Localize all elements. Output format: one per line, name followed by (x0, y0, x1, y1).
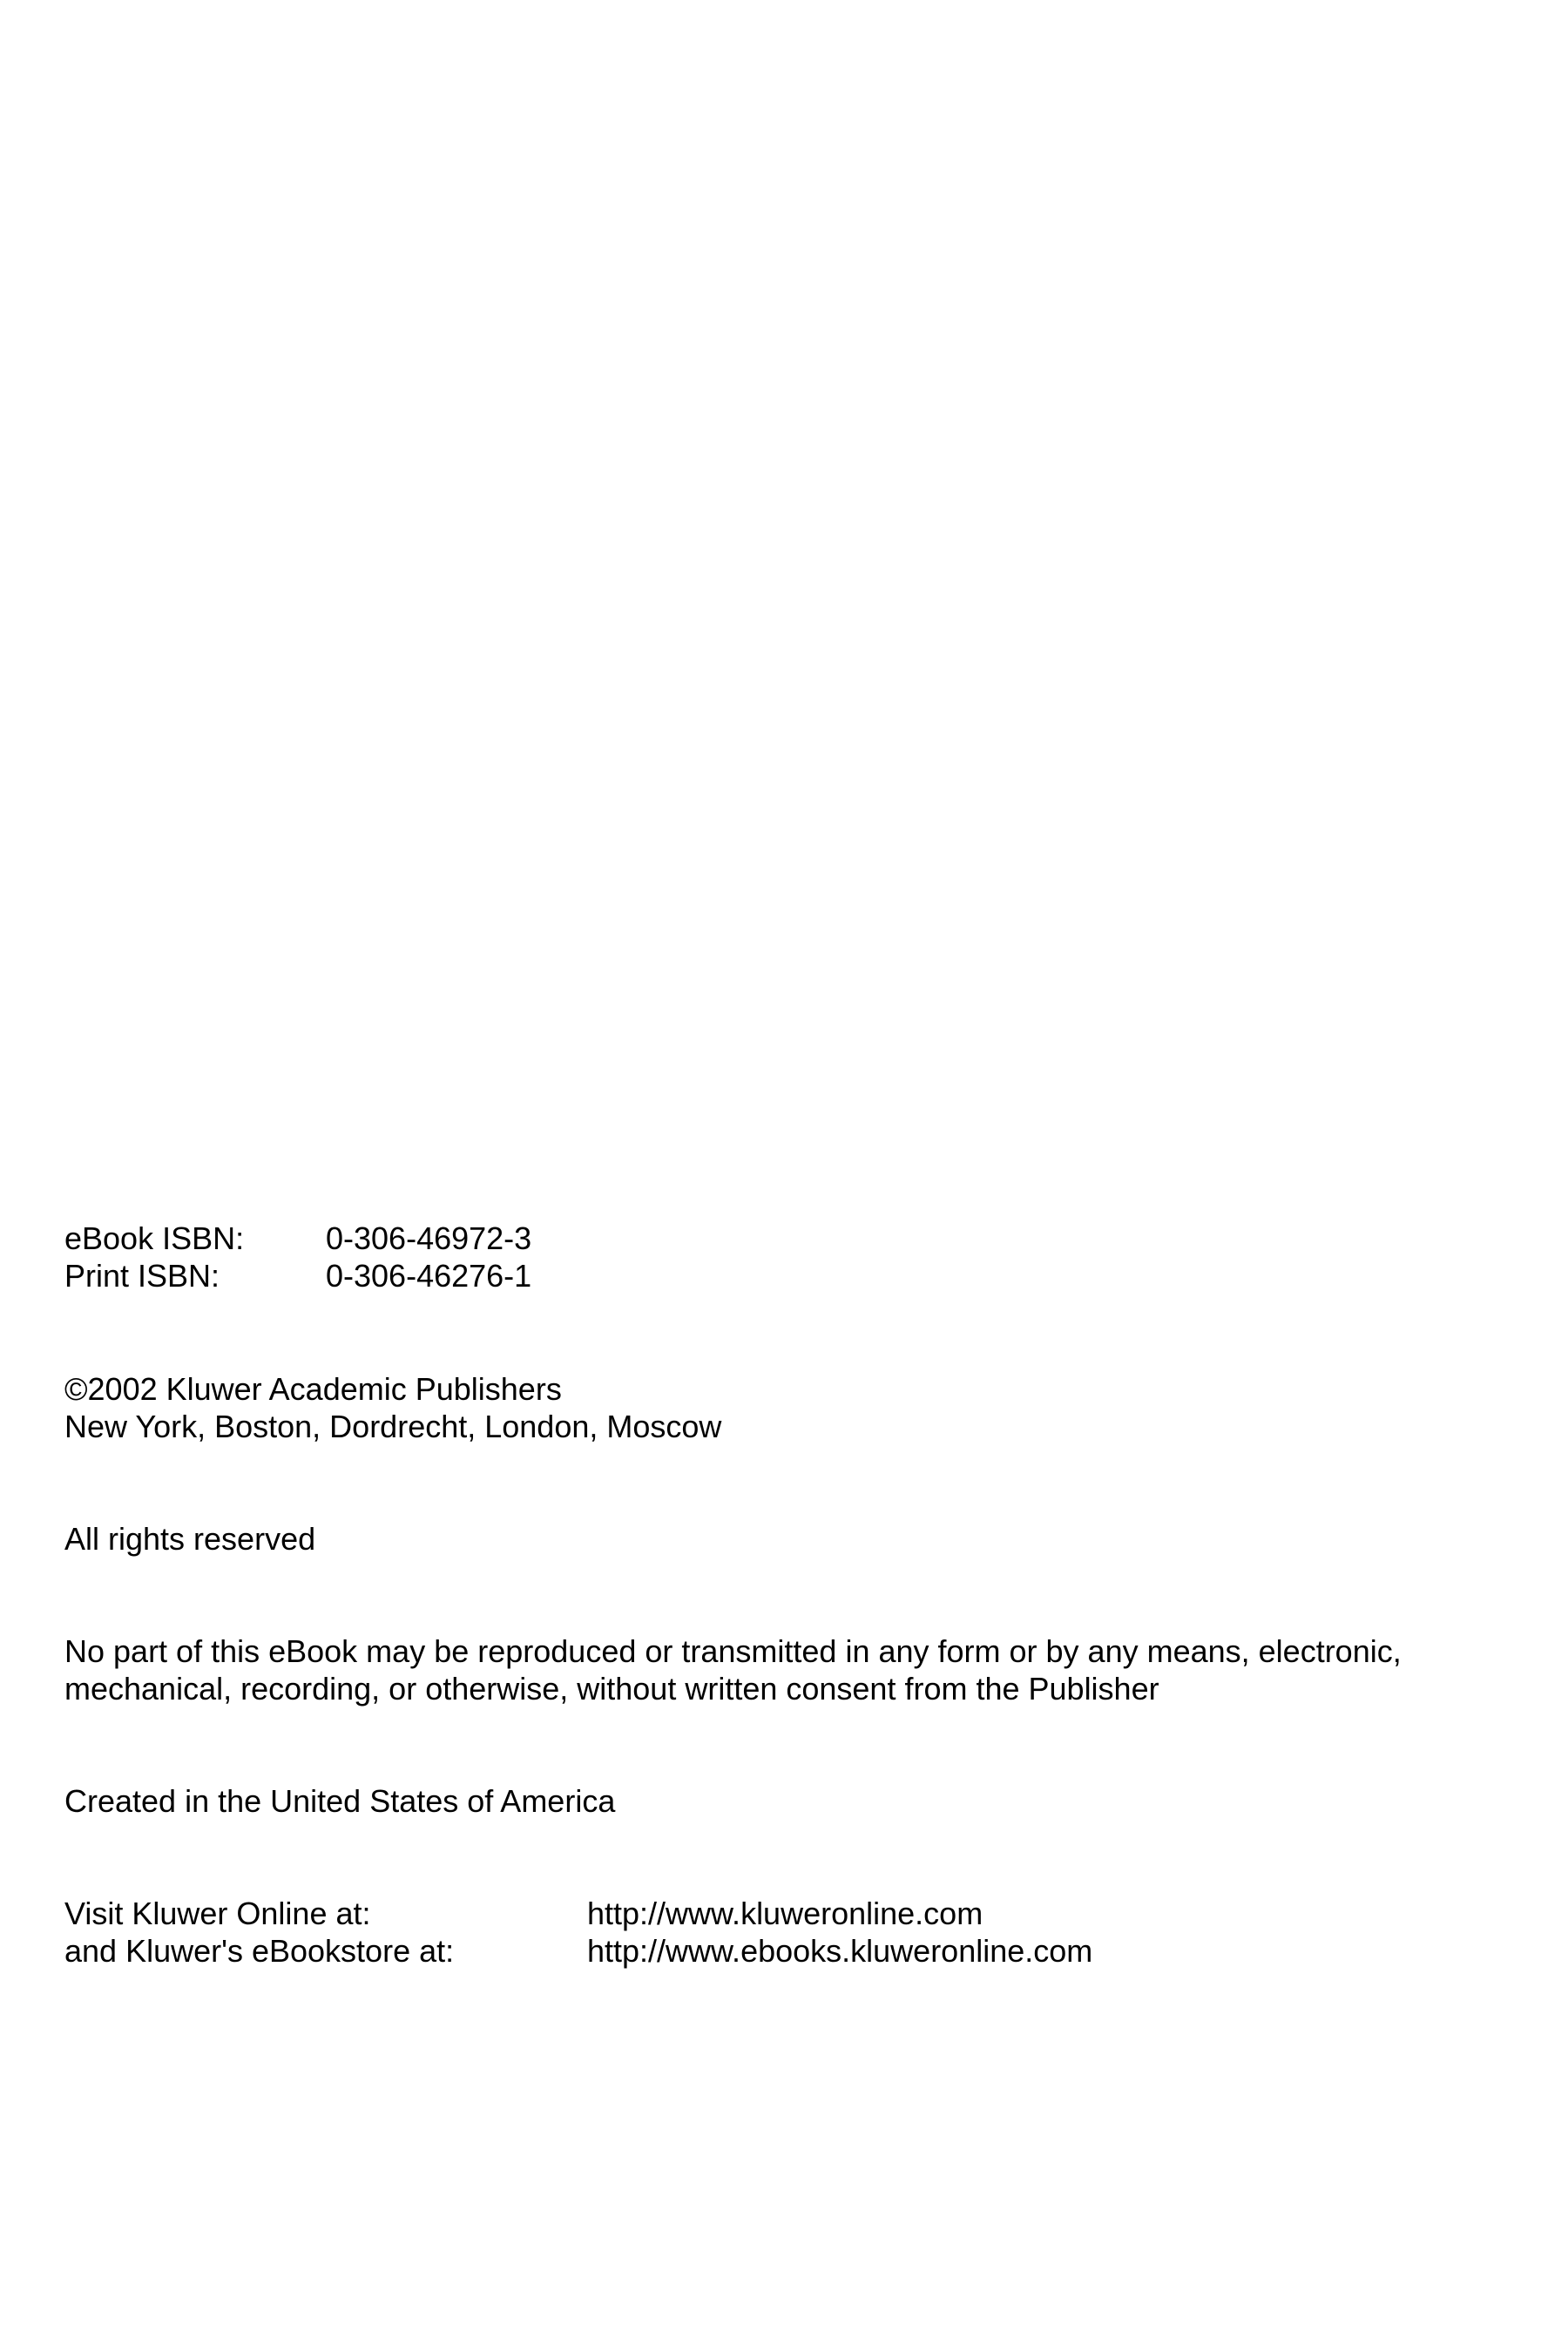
rights-reserved: All rights reserved (64, 1521, 316, 1557)
ebook-isbn-value: 0-306-46972-3 (326, 1220, 532, 1256)
print-isbn-value: 0-306-46276-1 (326, 1258, 532, 1294)
print-isbn-row (64, 1257, 1511, 1294)
copyright-page-content (64, 1220, 1511, 1970)
links-block (64, 1895, 1511, 1970)
ebook-isbn-label: eBook ISBN: (64, 1220, 245, 1256)
kluwer-online-row (64, 1895, 1511, 1932)
created-in-country: Created in the United States of America (64, 1783, 616, 1819)
kluwer-online-url[interactable]: http://www.kluweronline.com (587, 1896, 983, 1931)
copyright-notice: ©2002 Kluwer Academic Publishers (64, 1371, 562, 1407)
print-isbn-label: Print ISBN: (64, 1258, 220, 1294)
rights-block (64, 1520, 1511, 1558)
ebook-isbn-row (64, 1220, 1511, 1257)
publisher-locations: New York, Boston, Dordrecht, London, Moscow (64, 1409, 722, 1444)
kluwer-online-label: Visit Kluwer Online at: (64, 1896, 371, 1931)
created-block (64, 1782, 1511, 1820)
kluwer-ebookstore-row (64, 1932, 1511, 1970)
kluwer-ebookstore-url[interactable]: http://www.ebooks.kluweronline.com (587, 1933, 1093, 1969)
isbn-block (64, 1220, 1511, 1294)
reproduction-notice-line-2: mechanical, recording, or otherwise, without written consent from the Publisher (64, 1671, 1159, 1707)
kluwer-ebookstore-label: and Kluwer's eBookstore at: (64, 1933, 455, 1969)
copyright-block (64, 1370, 1511, 1445)
reproduction-notice (64, 1632, 1511, 1707)
reproduction-notice-line-1: No part of this eBook may be reproduced or transmitted in any form or by any means, electronic, (64, 1633, 1402, 1669)
